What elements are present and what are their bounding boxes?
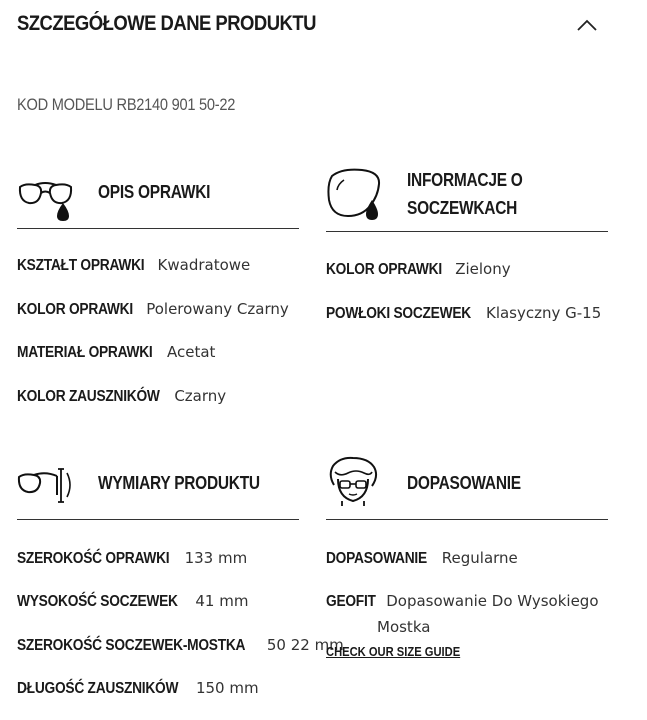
dimensions-row-frame-width — [17, 549, 247, 568]
lens-section-header — [326, 160, 608, 232]
lens-section-title-line2: SOCZEWKACH — [407, 198, 518, 218]
row-label: GEOFIT — [326, 593, 376, 610]
details-header[interactable] — [17, 12, 617, 42]
row-label: KOLOR OPRAWKI — [17, 301, 133, 318]
lens-section-title-line1: INFORMACJE O — [407, 170, 523, 190]
fit-row-geofit-line2 — [377, 618, 430, 637]
face-glasses-icon — [326, 455, 380, 507]
fit-row-fit — [326, 549, 518, 568]
row-value: 133 mm — [184, 549, 248, 567]
frame-section-header — [17, 170, 299, 229]
row-label: KOLOR OPRAWKI — [326, 261, 442, 278]
row-label: KOLOR ZAUSZNIKÓW — [17, 388, 160, 405]
row-value-line1: Dopasowanie Do Wysokiego — [386, 592, 599, 610]
fit-section — [326, 461, 608, 659]
row-value: Czarny — [174, 387, 227, 405]
fit-row-geofit — [326, 592, 599, 611]
row-value-line2: Mostka — [377, 618, 431, 636]
frame-row-material — [17, 343, 215, 362]
row-label: SZEROKOŚĆ SOCZEWEK-MOSTKA — [17, 637, 246, 654]
lens-drop-icon — [326, 166, 384, 224]
fit-section-title: DOPASOWANIE — [407, 473, 521, 493]
frame-row-color — [17, 300, 289, 319]
row-label: WYSOKOŚĆ SOCZEWEK — [17, 593, 178, 610]
dimensions-section-title: WYMIARY PRODUKTU — [98, 473, 260, 493]
dimensions-row-temple-length — [17, 679, 259, 698]
model-code: KOD MODELU RB2140 901 50-22 — [17, 95, 236, 114]
row-value: Kwadratowe — [157, 256, 251, 274]
dimensions-section-header — [17, 461, 299, 520]
row-label: SZEROKOŚĆ OPRAWKI — [17, 550, 170, 567]
row-value: Polerowany Czarny — [146, 300, 289, 318]
details-title: SZCZEGÓŁOWE DANE PRODUKTU — [17, 12, 316, 35]
aviator-glasses-drop-icon — [17, 176, 75, 222]
size-guide-link[interactable]: CHECK OUR SIZE GUIDE — [326, 644, 461, 659]
frame-section — [17, 170, 299, 405]
dimensions-row-lens-height — [17, 592, 248, 611]
lens-row-color — [326, 260, 511, 279]
glasses-measure-icon — [17, 465, 77, 505]
frame-section-title: OPIS OPRAWKI — [98, 182, 211, 202]
row-value: 150 mm — [195, 679, 259, 697]
dimensions-row-lens-bridge — [17, 636, 344, 655]
row-value: 50 22 mm — [266, 636, 344, 654]
row-label: MATERIAŁ OPRAWKI — [17, 344, 153, 361]
row-label: POWŁOKI SOCZEWEK — [326, 305, 471, 322]
frame-row-temple-color — [17, 387, 226, 406]
row-value: Klasyczny G-15 — [485, 304, 602, 322]
row-value: Zielony — [455, 260, 511, 278]
row-label: DŁUGOŚĆ ZAUSZNIKÓW — [17, 680, 179, 697]
row-value: 41 mm — [195, 592, 249, 610]
row-value: Acetat — [167, 343, 216, 361]
row-value: Regularne — [441, 549, 518, 567]
frame-row-shape — [17, 256, 250, 275]
row-label: KSZTAŁT OPRAWKI — [17, 257, 145, 274]
lens-row-coating — [326, 304, 601, 323]
fit-section-header — [326, 461, 608, 520]
lens-section — [326, 160, 608, 322]
dimensions-section — [17, 461, 344, 697]
chevron-up-icon[interactable] — [575, 16, 599, 34]
row-label: DOPASOWANIE — [326, 550, 427, 567]
